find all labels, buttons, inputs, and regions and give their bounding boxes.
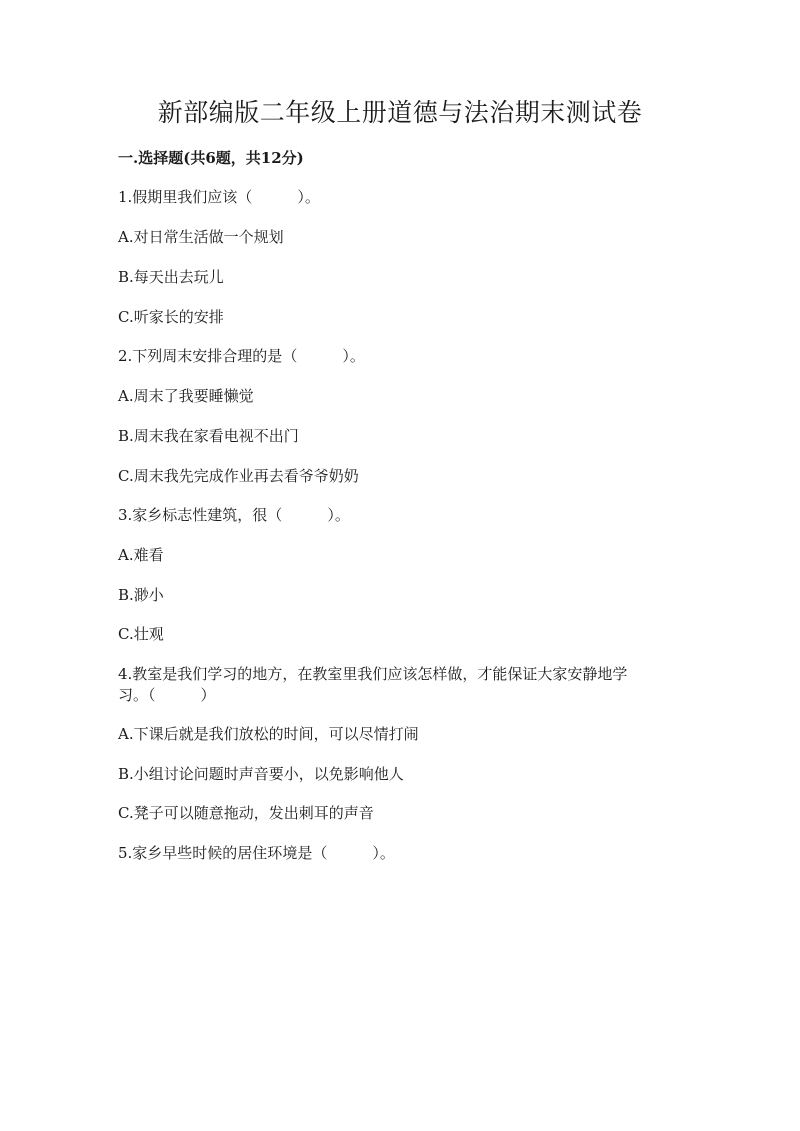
- question-3-option-a: A.难看: [118, 546, 164, 564]
- question-3-stem: 3.家乡标志性建筑，很（ ）。: [118, 506, 350, 524]
- question-3-option-c: C.壮观: [118, 625, 164, 643]
- question-2-option-c: C.周末我先完成作业再去看爷爷奶奶: [118, 467, 359, 485]
- question-4-stem-line-2: 习。（ ）: [118, 686, 216, 704]
- page-title: 新部编版二年级上册道德与法治期末测试卷: [157, 98, 643, 127]
- question-4-stem-line-1: 4.教室是我们学习的地方，在教室里我们应该怎样做，才能保证大家安静地学: [118, 665, 628, 683]
- question-1-option-a: A.对日常生活做一个规划: [118, 228, 284, 246]
- question-1-option-c: C.听家长的安排: [118, 308, 224, 326]
- question-5-stem: 5.家乡早些时候的居住环境是（ ）。: [118, 844, 395, 862]
- question-1-option-b: B.每天出去玩儿: [118, 268, 224, 286]
- question-4-option-c: C.凳子可以随意拖动，发出刺耳的声音: [118, 804, 374, 822]
- question-2-option-b: B.周末我在家看电视不出门: [118, 427, 299, 445]
- question-2-option-a: A.周末了我要睡懒觉: [118, 387, 254, 405]
- question-2-stem: 2.下列周末安排合理的是（ ）。: [118, 347, 365, 365]
- question-1-stem: 1.假期里我们应该（ ）。: [118, 188, 320, 206]
- question-4-option-a: A.下课后就是我们放松的时间，可以尽情打闹: [118, 725, 419, 743]
- question-3-option-b: B.渺小: [118, 586, 164, 604]
- section-heading: 一.选择题(共6题，共12分): [118, 149, 304, 167]
- question-4-option-b: B.小组讨论问题时声音要小，以免影响他人: [118, 765, 404, 783]
